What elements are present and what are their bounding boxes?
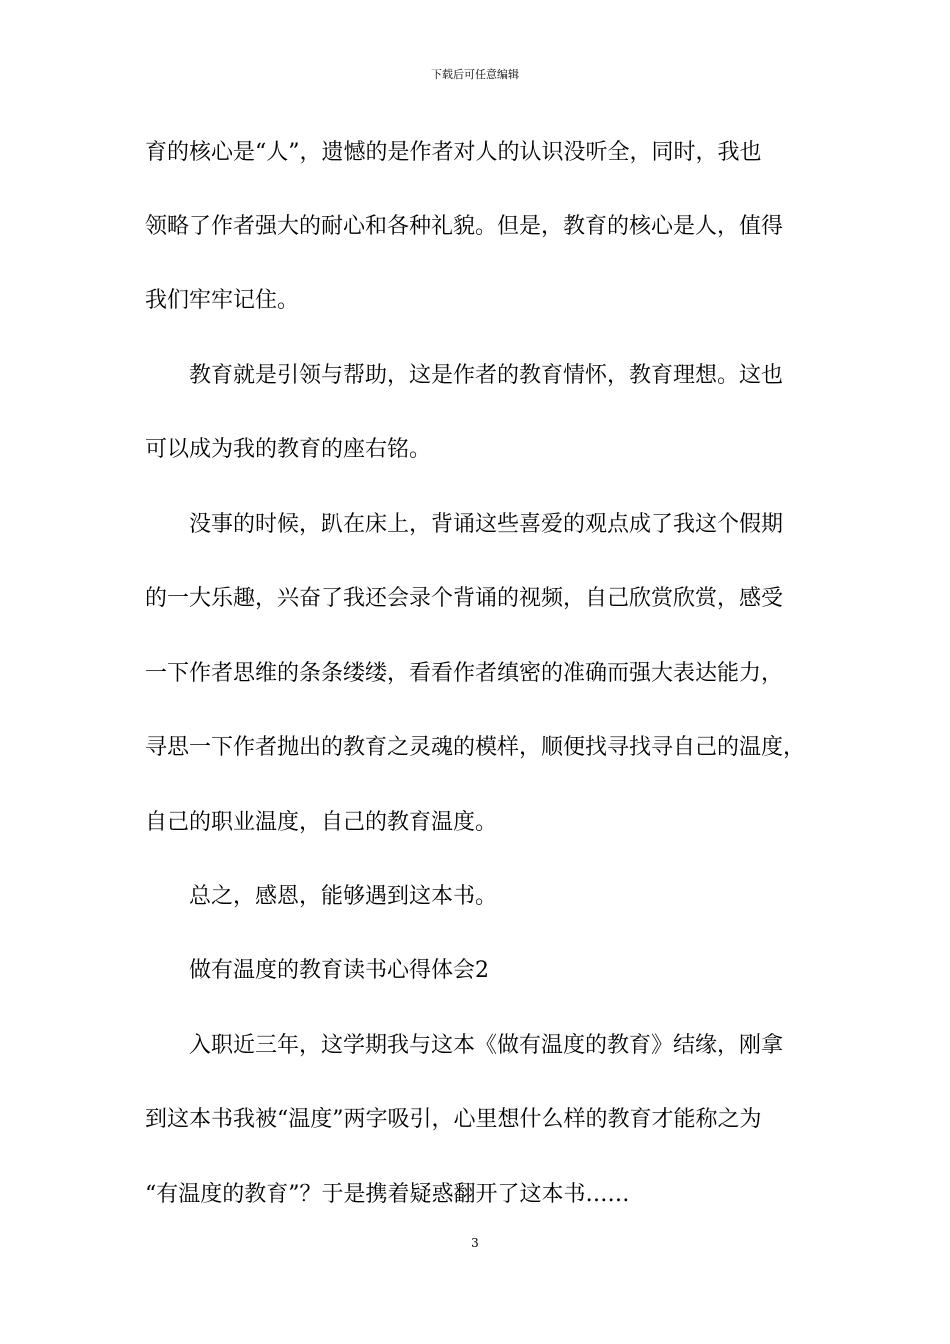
body-text-line: 育的核心是“人”，遗憾的是作者对人的认识没听全，同时，我也 [145, 140, 762, 165]
body-text-line: 可以成为我的教育的座右铭。 [145, 437, 432, 462]
body-text-line: 入职近三年，这学期我与这本《做有温度的教育》结缘，刚拿 [145, 1033, 784, 1058]
body-text-line: 教育就是引领与帮助，这是作者的教育情怀，教育理想。这也 [145, 363, 784, 388]
body-text-line: 的一大乐趣，兴奋了我还会录个背诵的视频，自己欣赏欣赏，感受 [145, 586, 784, 611]
page-number: 3 [471, 1236, 479, 1250]
body-text-line: 自己的职业温度，自己的教育温度。 [145, 810, 498, 835]
page-header: 下载后可任意编辑 [431, 68, 519, 81]
body-text-line: 一下作者思维的条条缕缕，看看作者缜密的准确而强大表达能力， [145, 661, 784, 686]
body-text-line: 没事的时候，趴在床上，背诵这些喜爱的观点成了我这个假期 [145, 512, 784, 537]
body-text-line: 我们牢牢记住。 [145, 288, 300, 313]
body-text-line: 到这本书我被“温度”两字吸引，心里想什么样的教育才能称之为 [145, 1107, 762, 1132]
body-text-line: 总之，感恩，能够遇到这本书。 [145, 884, 498, 909]
body-text-line: 领略了作者强大的耐心和各种礼貌。但是，教育的核心是人，值得 [145, 214, 784, 239]
section-heading: 做有温度的教育读书心得体会2 [145, 958, 489, 983]
body-text-line: “有温度的教育”？于是携着疑惑翻开了这本书…… [145, 1182, 630, 1207]
body-text-line: 寻思一下作者抛出的教育之灵魂的模样，顺便找寻找寻自己的温度， [145, 735, 806, 760]
